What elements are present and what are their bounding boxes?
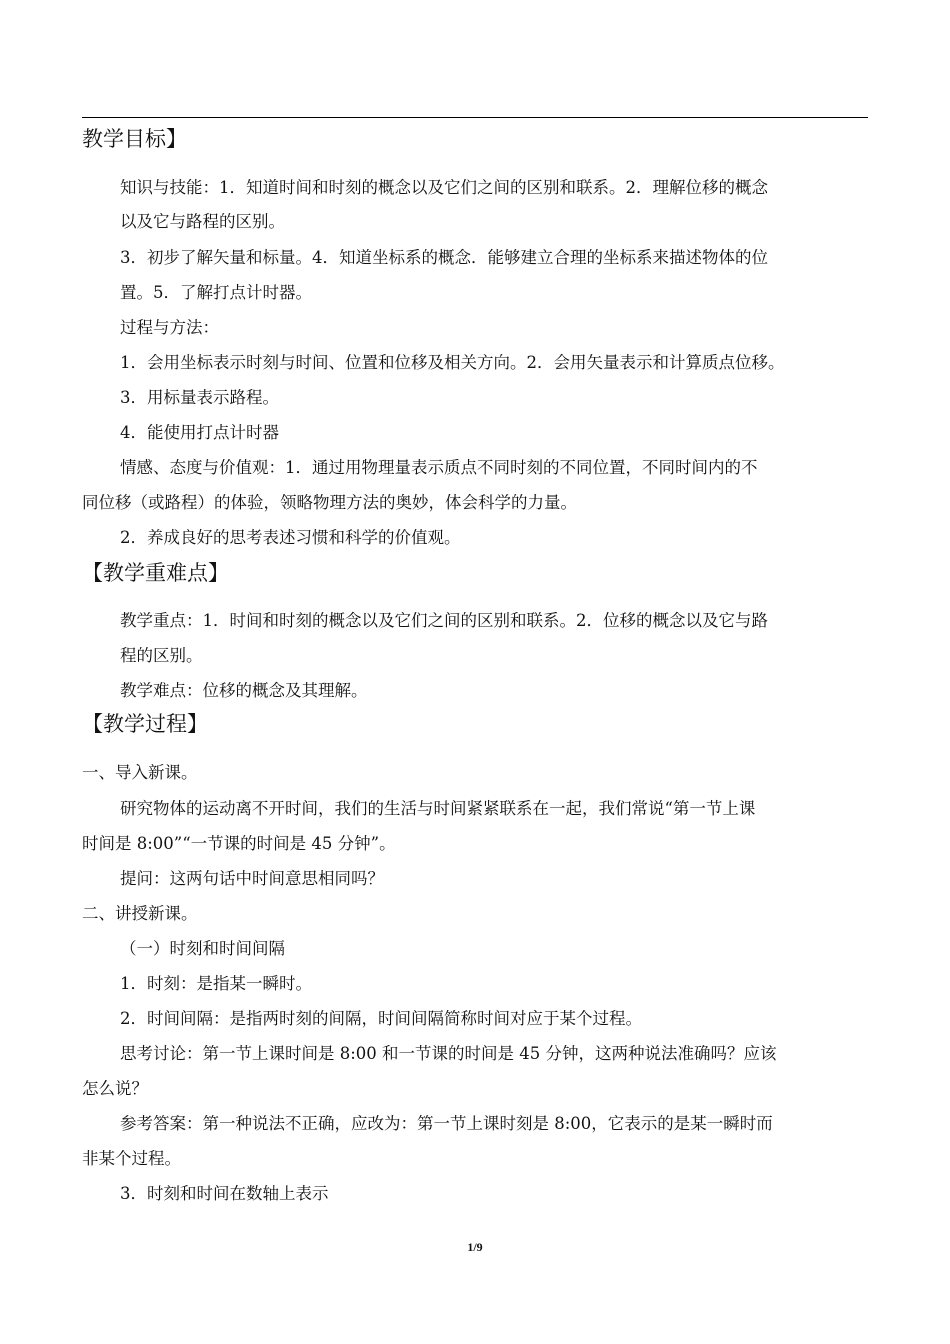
paragraph-line: 参考答案：第一种说法不正确，应改为：第一节上课时刻是 8:00，它表示的是某一瞬时而 [120, 1114, 773, 1133]
paragraph-line: 提问：这两句话中时间意思相同吗？ [120, 869, 384, 888]
heading-process: 【教学过程】 [82, 712, 208, 736]
section-heading: 二、讲授新课。 [82, 904, 198, 923]
paragraph-line: 教学难点：位移的概念及其理解。 [120, 681, 368, 700]
header-rule [82, 117, 868, 118]
paragraph-line: 以及它与路程的区别。 [120, 212, 285, 231]
paragraph-line: 3．用标量表示路程。 [120, 388, 279, 407]
paragraph-line: 3．初步了解矢量和标量。4．知道坐标系的概念．能够建立合理的坐标系来描述物体的位 [120, 248, 768, 267]
paragraph-line: 怎么说？ [82, 1079, 148, 1098]
paragraph-line: 1．时刻：是指某一瞬时。 [120, 974, 312, 993]
paragraph-line: 4．能使用打点计时器 [120, 423, 279, 442]
heading-key-points: 【教学重难点】 [82, 561, 229, 585]
paragraph-line: 教学重点：1．时间和时刻的概念以及它们之间的区别和联系。2．位移的概念以及它与路 [120, 611, 768, 630]
heading-objectives: 教学目标】 [82, 127, 187, 151]
subsection-heading: （一）时刻和时间间隔 [120, 939, 285, 958]
paragraph-line: 1．会用坐标表示时刻与时间、位置和位移及相关方向。2．会用矢量表示和计算质点位移。 [120, 353, 785, 372]
paragraph-line: 3．时刻和时间在数轴上表示 [120, 1184, 329, 1203]
paragraph-line: 2．时间间隔：是指两时刻的间隔，时间间隔简称时间对应于某个过程。 [120, 1009, 642, 1028]
paragraph-line: 程的区别。 [120, 646, 203, 665]
paragraph-line: 2．养成良好的思考表述习惯和科学的价值观。 [120, 528, 461, 547]
paragraph-line: 过程与方法： [120, 318, 219, 337]
paragraph-line: 非某个过程。 [82, 1149, 181, 1168]
section-heading: 一、导入新课。 [82, 763, 198, 782]
paragraph-line: 知识与技能：1．知道时间和时刻的概念以及它们之间的区别和联系。2．理解位移的概念 [120, 178, 768, 197]
paragraph-line: 时间是 8:00”“一节课的时间是 45 分钟”。 [82, 834, 396, 853]
paragraph-line: 研究物体的运动离不开时间，我们的生活与时间紧紧联系在一起，我们常说“第一节上课 [120, 799, 756, 818]
paragraph-line: 同位移（或路程）的体验，领略物理方法的奥妙，体会科学的力量。 [82, 493, 577, 512]
paragraph-line: 情感、态度与价值观：1．通过用物理量表示质点不同时刻的不同位置，不同时间内的不 [120, 458, 758, 477]
paragraph-line: 置。5．了解打点计时器。 [120, 283, 312, 302]
page-number: 1/9 [467, 1240, 483, 1254]
paragraph-line: 思考讨论：第一节上课时间是 8:00 和一节课的时间是 45 分钟，这两种说法准确吗？应该 [120, 1044, 777, 1063]
